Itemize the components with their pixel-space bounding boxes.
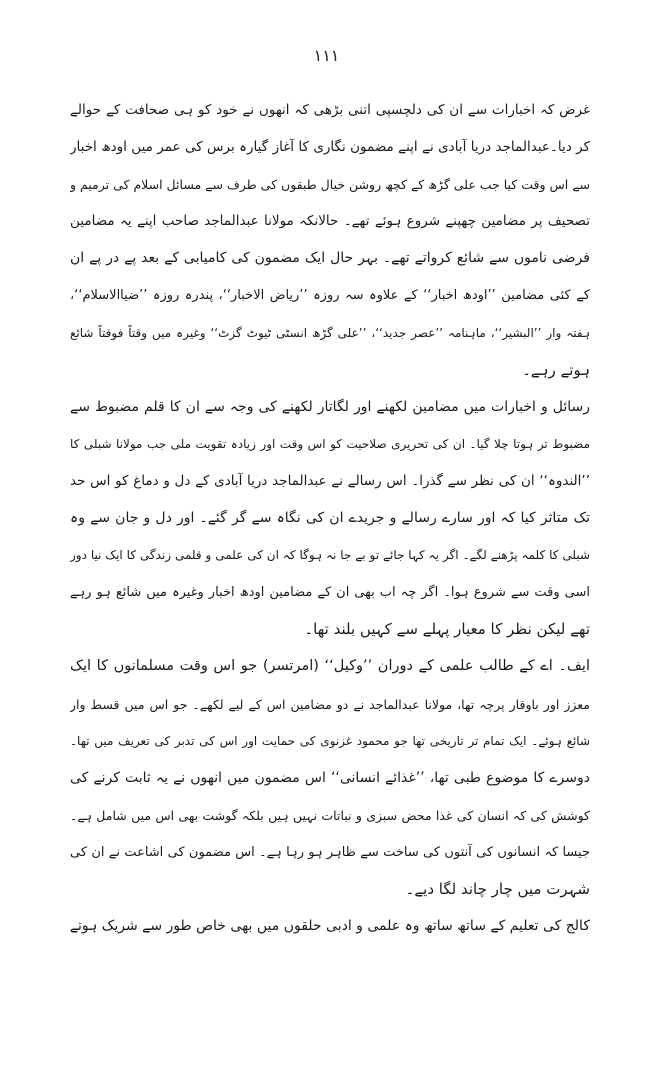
text-line: فرضی ناموں سے شائع کرواتے تھے۔ بہر حال ایک مضمون کی کامیابی کے بعد پے در پے ان bbox=[70, 250, 590, 267]
paragraph bbox=[70, 92, 590, 389]
text-line: رسائل و اخبارات میں مضامین لکھنے اور لگاتار لکھنے کی وجہ سے ان کا قلم مضبوط سے bbox=[70, 398, 590, 415]
paragraph bbox=[70, 908, 590, 945]
text-line: غرض کہ اخبارات سے ان کی دلچسپی اتنی بڑھی کہ انھوں نے خود کو ہی صحافت کے حوالے bbox=[70, 102, 590, 118]
text-line: تصحیف پر مضامین چھپنے شروع ہوئے تھے۔ حالانکہ مولانا عبدالماجد صاحب اپنے یہ مضامین bbox=[70, 213, 590, 230]
text-line: معزز اور باوقار پرچہ تھا، مولانا عبدالماجد نے دو مضامین اس کے لیے لکھے۔ جو اس میں قسط وار bbox=[70, 696, 590, 712]
text-line: اسی وقت سے شروع ہوا۔ اگر چہ اب بھی ان کے مضامین اودھ اخبار وغیرہ میں شائع ہو رہے bbox=[70, 585, 590, 601]
text-line: ایف۔ اے کے طالب علمی کے دوران ’’وکیل‘‘ (امرتسر) جو اس وقت مسلمانوں کا ایک bbox=[70, 658, 590, 675]
text-line: دوسرے کا موضوع طبی تھا، ’’غذائے انسانی‘‘ اس مضمون میں انھوں نے یہ ثابت کرنے کی bbox=[70, 769, 590, 786]
page-number: ۱۱۱ bbox=[313, 46, 340, 65]
text-line: کوشش کی کہ انسان کی غذا محض سبزی و نباتات نہیں ہیں بلکہ گوشت بھی اس میں شامل ہے۔ bbox=[70, 807, 590, 823]
text-line: کر دیا۔عبدالماجد دریا آبادی نے اپنے مضمون نگاری کا آغاز گیارہ برس کی عمر میں اودھ اخبار bbox=[70, 139, 590, 156]
text-line: ہوتے رہے۔ bbox=[522, 360, 590, 379]
text-line: شبلی کا کلمہ پڑھنے لگے۔ اگر یہ کہا جائے تو بے جا نہ ہوگا کہ ان کی علمی و قلمی زندگی کا ایک نیا دور bbox=[70, 548, 590, 563]
text-line: شائع ہوئے۔ ایک تمام تر تاریخی تھا جو محمود غزنوی کی حمایت اور اس کی تدبر کی تعریف میں تھا۔ bbox=[70, 733, 590, 748]
text-line: تک متاثر کیا کہ اور سارے رسالے و جریدے ان کی نگاہ سے گر گئے۔ اور دل و جان سے وہ bbox=[70, 510, 590, 527]
body-text bbox=[70, 92, 590, 945]
text-line: کے کئی مضامین ’’اودھ اخبار‘‘ کے علاوہ سہ روزہ ’’ریاض الاخبار‘‘، پندرہ روزہ ’’ضیاالاسلام‘‘، bbox=[70, 288, 590, 304]
paragraph bbox=[70, 389, 590, 649]
text-line: تھے لیکن نظر کا معیار پہلے سے کہیں بلند تھا۔ bbox=[304, 620, 590, 639]
text-line: مضبوط تر ہوتا چلا گیا۔ ان کی تحریری صلاحیت کو اس وقت اور زیادہ تقویت ملی جب مولانا شبلی کا bbox=[70, 436, 590, 451]
text-line: سے اس وقت کیا جب علی گڑھ کے کچھ روشن خیال طبقوں کی طرف سے مسائل اسلام کی ترمیم و bbox=[70, 177, 590, 193]
text-line: ’’الندوہ‘‘ ان کی نظر سے گذرا۔ اس رسالے نے عبدالماجد دریا آبادی کے دل و دماغ کو اس حد bbox=[70, 472, 590, 489]
text-line: ہفتہ وار ’’البشیر‘‘، ماہنامہ ’’عصر جدید‘‘، ’’علی گڑھ انسٹی ٹیوٹ گزٹ‘‘ وغیرہ میں وقتاً فوقتاً شائع bbox=[70, 325, 590, 340]
paragraph bbox=[70, 648, 590, 908]
text-line: شہرت میں چار چاند لگا دیے۔ bbox=[405, 879, 590, 898]
text-line: کالج کی تعلیم کے ساتھ ساتھ وہ علمی و ادبی حلقوں میں بھی خاص طور سے شریک ہوتے bbox=[70, 918, 590, 935]
text-line: جیسا کہ انسانوں کی آنتوں کی ساخت سے ظاہر ہو رہا ہے۔ اس مضمون کی اشاعت نے ان کی bbox=[70, 844, 590, 860]
